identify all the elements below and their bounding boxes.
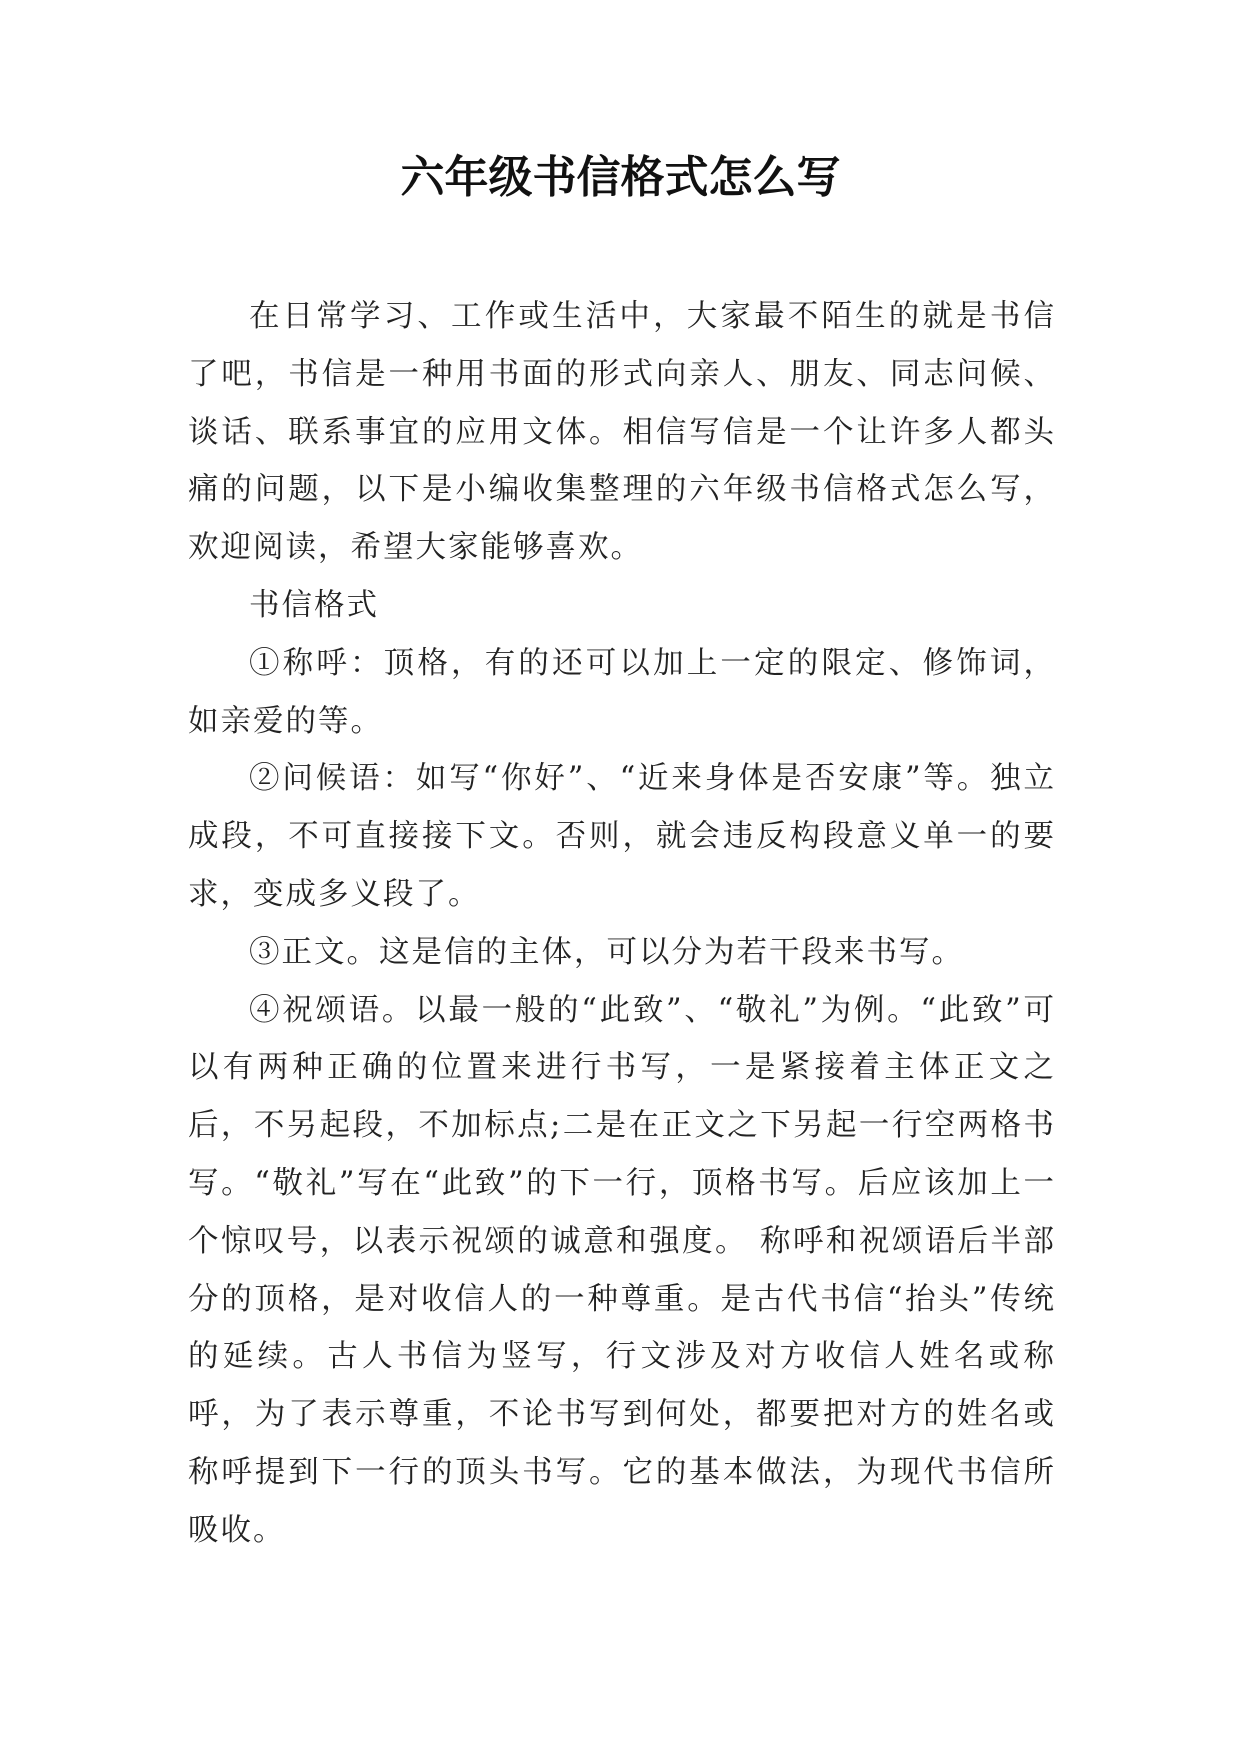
section-heading: 书信格式 <box>249 587 379 623</box>
paragraph-main-text: ③正文。这是信的主体，可以分为若干段来书写。 <box>249 934 964 970</box>
paragraph-closing: ④祝颂语。以最一般的“此致”、“敬礼”为例。“此致”可以有两种正确的位置来进行书写，一是紧接着主体正文之后，不另起段，不加标点;二是在正文之下另起一行空两格书写。“敬礼”写在“此致”的下一行，顶格书写。后应该加上一个惊叹号，以表示祝颂的诚意和强度。 称呼和祝颂语后半部分的顶格，是对收信人的一种尊重。是古代书信“抬头”传统的延续。古人书信为竖写，行文涉及对方收信人姓名或称呼，为了表示尊重，不论书写到何处，都要把对方的姓名或称呼提到下一行的顶头书写。它的基本做法，为现代书信所吸收。 <box>188 992 1056 1548</box>
paragraph-salutation: ①称呼：顶格，有的还可以加上一定的限定、修饰词，如亲爱的等。 <box>188 645 1056 739</box>
paragraph-greeting: ②问候语：如写“你好”、“近来身体是否安康”等。独立成段，不可直接接下文。否则，就会违反构段意义单一的要求，变成多义段了。 <box>188 761 1056 912</box>
document-title: 六年级书信格式怎么写 <box>400 152 841 203</box>
document-body <box>188 288 1056 1560</box>
intro-paragraph: 在日常学习、工作或生活中，大家最不陌生的就是书信了吧，书信是一种用书面的形式向亲人、朋友、同志问候、谈话、联系事宜的应用文体。相信写信是一个让许多人都头痛的问题，以下是小编收集整理的六年级书信格式怎么写，欢迎阅读，希望大家能够喜欢。 <box>188 299 1056 566</box>
